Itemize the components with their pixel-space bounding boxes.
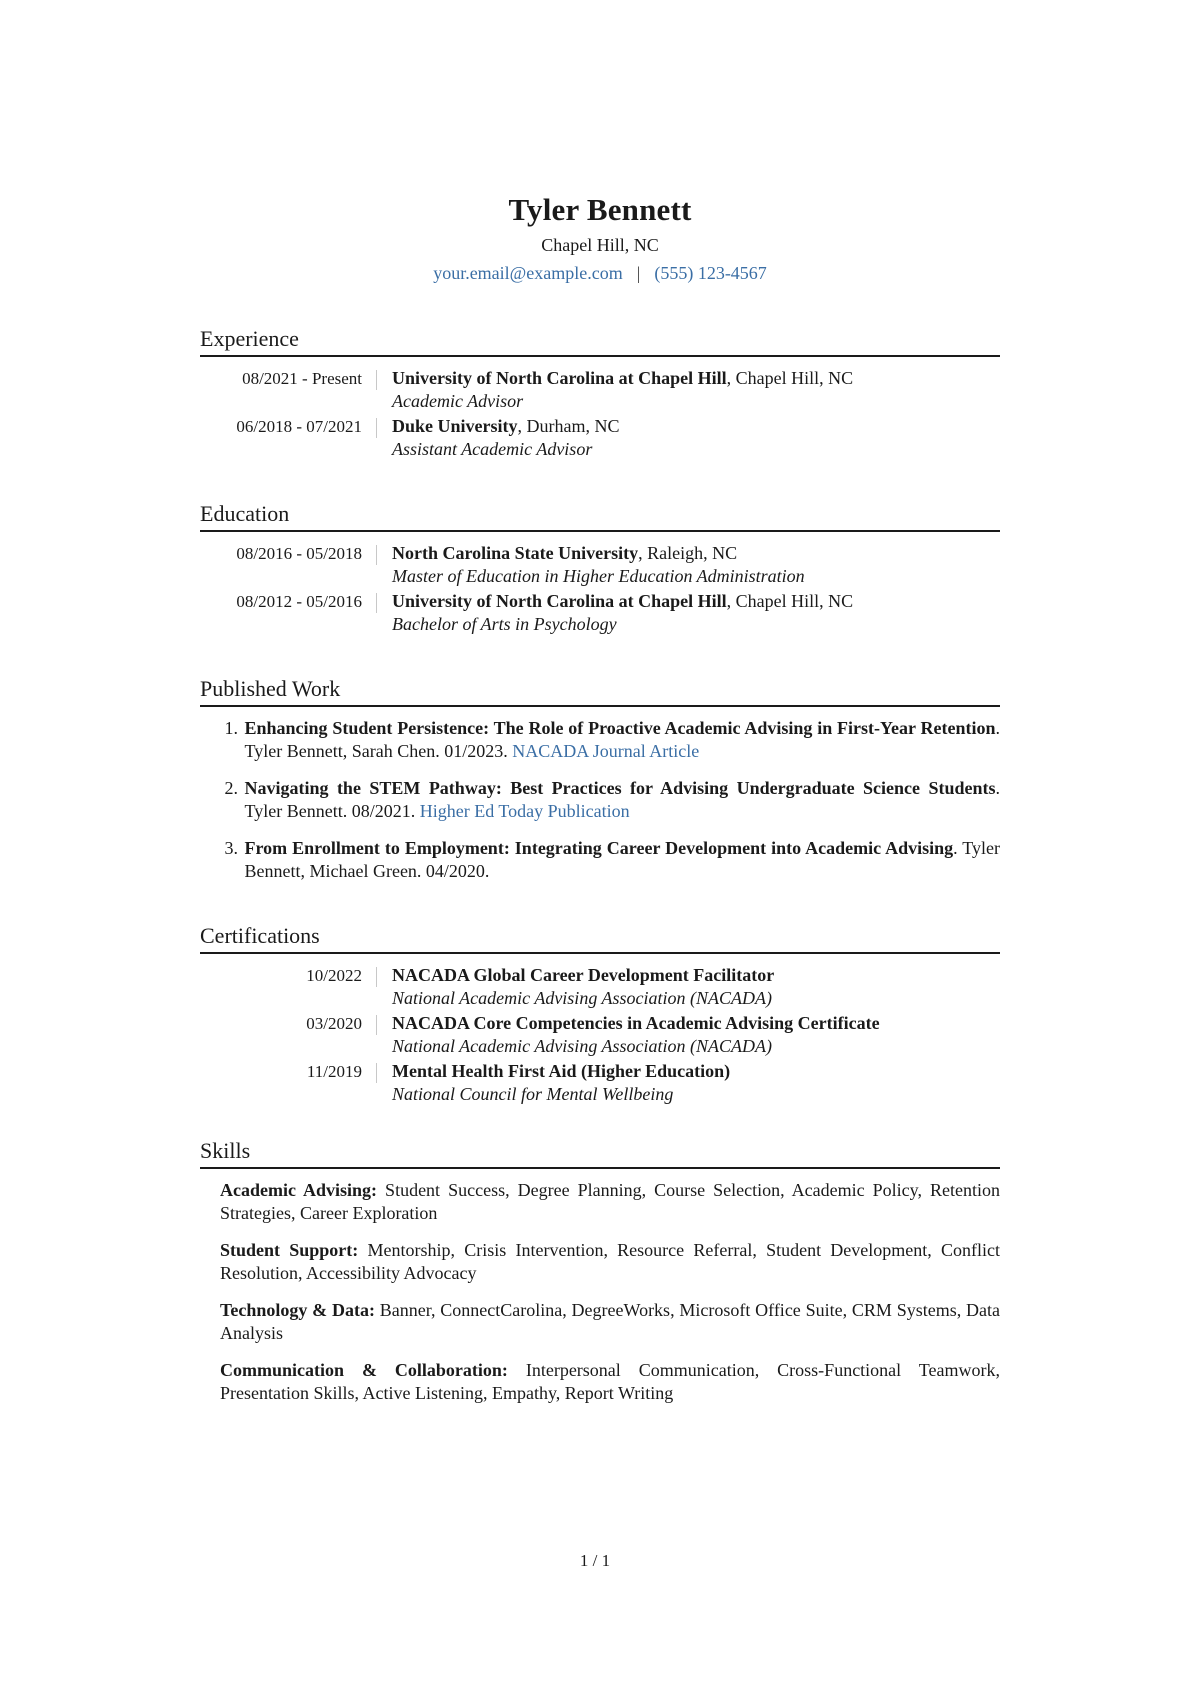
certification-issuer: National Academic Advising Association (NACADA) [392,1036,772,1056]
publication-link[interactable]: NACADA Journal Article [512,741,700,761]
school-name: University of North Carolina at Chapel Hill [392,591,727,611]
publication-details: . Tyler Bennett. 08/2021. [244,778,1000,821]
experience-entry [200,367,1000,413]
degree-name: Master of Education in Higher Education Administration [392,566,805,586]
certification-entry [200,1012,1000,1058]
school-name: North Carolina State University [392,543,639,563]
entry-date: 11/2019 [306,1062,362,1081]
publication-number: 2. [224,778,238,798]
section-title-skills: Skills [200,1136,1000,1169]
certification-name: Mental Health First Aid (Higher Education) [392,1061,731,1081]
publication-item [200,837,1000,883]
email-link[interactable]: your.email@example.com [433,263,623,283]
resume-header [200,190,1000,286]
certification-name: NACADA Core Competencies in Academic Advising Certificate [392,1013,880,1033]
candidate-location: Chapel Hill, NC [541,235,659,255]
published-work-section [200,674,1000,883]
publication-link[interactable]: Higher Ed Today Publication [419,801,630,821]
education-entry [200,590,1000,636]
publication-title: Enhancing Student Persistence: The Role of Proactive Academic Advising in First-Year Retention [244,718,996,738]
publication-title: From Enrollment to Employment: Integrating Career Development into Academic Advising [244,838,954,858]
entry-divider [376,967,377,987]
entry-divider [376,1015,377,1035]
certification-entry [200,964,1000,1010]
contact-line [200,260,1000,286]
contact-separator: | [636,263,641,283]
entry-divider [376,593,377,613]
resume-page [200,190,1000,1419]
skill-group [220,1239,1000,1285]
skills-section [200,1136,1000,1405]
skill-category: Academic Advising: [220,1180,378,1200]
section-title-published-work: Published Work [200,674,1000,707]
entry-divider [376,370,377,390]
education-entry [200,542,1000,588]
publication-details: . Tyler Bennett, Michael Green. 04/2020. [244,838,1001,881]
skill-values: Interpersonal Communication, Cross-Functional Teamwork, Presentation Skills, Active Listening, Empathy, Report Writing [220,1360,1000,1403]
publication-number: 3. [224,838,238,858]
skill-values: Student Success, Degree Planning, Course Selection, Academic Policy, Retention Strategies, Career Exploration [220,1180,1000,1223]
certification-entry [200,1060,1000,1106]
entry-date: 08/2012 - 05/2016 [236,592,362,611]
entry-date: 08/2016 - 05/2018 [236,544,362,563]
publication-details: . Tyler Bennett, Sarah Chen. 01/2023. [244,718,1000,761]
entry-date: 08/2021 - Present [242,369,362,388]
entry-date: 10/2022 [306,966,362,985]
phone-link[interactable]: (555) 123-4567 [654,263,767,283]
skill-group [220,1299,1000,1345]
skill-category: Communication & Collaboration: [220,1360,508,1380]
school-location: , Raleigh, NC [638,543,738,563]
publication-number: 1. [224,718,238,738]
publication-list [200,717,1000,883]
employer-location: , Durham, NC [517,416,620,436]
section-title-education: Education [200,499,1000,532]
skill-category: Technology & Data: [220,1300,375,1320]
skill-group [220,1359,1000,1405]
employer-name: Duke University [392,416,518,436]
candidate-name: Tyler Bennett [508,192,692,227]
publication-item [200,777,1000,823]
certification-issuer: National Council for Mental Wellbeing [392,1084,674,1104]
entry-date: 03/2020 [306,1014,362,1033]
entry-divider [376,418,377,438]
employer-location: , Chapel Hill, NC [726,368,854,388]
skill-group [220,1179,1000,1225]
skills-list [200,1179,1000,1405]
publication-title: Navigating the STEM Pathway: Best Practices for Advising Undergraduate Science Students [244,778,996,798]
certifications-section [200,921,1000,1106]
skill-category: Student Support: [220,1240,359,1260]
entry-date: 06/2018 - 07/2021 [236,417,362,436]
skill-values: Mentorship, Crisis Intervention, Resource Referral, Student Development, Conflict Resolution, Accessibility Advocacy [220,1240,1000,1283]
entry-divider [376,545,377,565]
school-location: , Chapel Hill, NC [726,591,854,611]
job-title: Academic Advisor [392,391,524,411]
experience-entry [200,415,1000,461]
degree-name: Bachelor of Arts in Psychology [392,614,617,634]
job-title: Assistant Academic Advisor [392,439,593,459]
certification-issuer: National Academic Advising Association (NACADA) [392,988,772,1008]
section-title-certifications: Certifications [200,921,1000,954]
publication-item [200,717,1000,763]
section-title-experience: Experience [200,324,1000,357]
certification-name: NACADA Global Career Development Facilitator [392,965,775,985]
skill-values: Banner, ConnectCarolina, DegreeWorks, Microsoft Office Suite, CRM Systems, Data Analysis [220,1300,1000,1343]
page-indicator: 1 / 1 [579,1551,611,1570]
education-section [200,499,1000,636]
employer-name: University of North Carolina at Chapel Hill [392,368,727,388]
experience-section [200,324,1000,461]
entry-divider [376,1063,377,1083]
